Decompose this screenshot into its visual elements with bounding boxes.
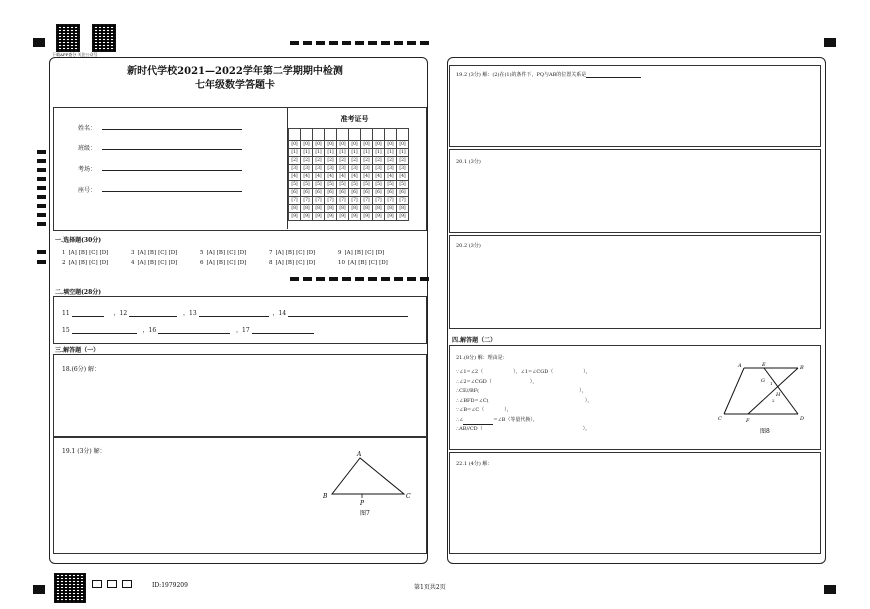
proof-line-2: ∴∠2=∠CGD（ ）， [456,378,538,385]
exam-id-bubble[interactable]: [5] [373,181,385,189]
exam-id-bubble[interactable]: [4] [397,173,409,181]
choice-question-10 [338,260,390,266]
exam-id-bubble[interactable]: [1] [325,149,337,157]
class-label: 班级： [78,145,97,152]
fig8-caption: 图8 [760,428,770,435]
exam-id-bubble[interactable]: [1] [385,149,397,157]
fig8-label-2: 2 [772,398,775,403]
exam-id-bubble[interactable]: [7] [385,197,397,205]
choice-bubble[interactable]: [B] [147,250,157,256]
exam-id-bubble[interactable]: [6] [313,189,325,197]
exam-id-bubble[interactable]: [7] [289,197,301,205]
name-field[interactable] [102,121,242,130]
q17-blank[interactable] [252,333,314,334]
exam-id-bubble[interactable]: [2] [337,157,349,165]
exam-id-bubble[interactable]: [8] [361,205,373,213]
exam-id-bubble[interactable]: [4] [373,173,385,181]
figure-7-triangle [320,448,420,523]
choice-bubble[interactable]: [D] [168,260,178,266]
choice-number: 9 [338,250,342,256]
exam-id-bubble[interactable]: [2] [313,157,325,165]
proof-line-3: ∴CE//BF( ）， [456,388,587,394]
q15-label: 15 [62,327,70,334]
fig8-label-f: F [746,418,750,424]
seat-field[interactable] [102,183,242,192]
q20-2-answer-box[interactable] [449,235,821,329]
exam-id-bubble[interactable]: [6] [373,189,385,197]
exam-id-bubble[interactable]: [3] [361,165,373,173]
exam-id-write-cell[interactable] [397,129,409,141]
choice-row-1[interactable] [62,250,422,258]
registration-mark-bottom-right [824,585,836,594]
fig7-caption: 图7 [360,510,370,517]
choice-bubble[interactable]: [B] [216,260,226,266]
room-label: 考场： [78,166,97,173]
choice-number: 5 [200,250,204,256]
exam-id-bubble[interactable]: [9] [385,213,397,221]
exam-id-bubble[interactable]: [4] [349,173,361,181]
choice-bubble[interactable]: [A] [137,250,146,256]
footer-page-number: 第1页共2页 [414,584,446,591]
exam-id-bubble[interactable]: [3] [337,165,349,173]
q18-answer-box[interactable] [53,354,427,438]
fig7-label-b: B [323,493,328,500]
exam-id-bubble[interactable]: [0] [289,141,301,149]
exam-id-bubble[interactable]: [0] [373,141,385,149]
exam-id-bubble[interactable]: [4] [361,173,373,181]
exam-id-bubble[interactable]: [2] [349,157,361,165]
fig7-label-c: C [406,493,411,500]
choice-bubble[interactable]: [C] [368,260,378,266]
exam-id-bubble[interactable]: [2] [397,157,409,165]
choice-bubble[interactable]: [D] [237,250,247,256]
q19-2-blank[interactable] [586,77,641,78]
choice-bubble[interactable]: [A] [68,260,77,266]
proof-line-6: ∴∠ =∠B（等量代换）， [456,416,646,426]
exam-id-bubble[interactable]: [3] [349,165,361,173]
choice-bubble[interactable]: [A] [137,260,146,266]
choice-question-9 [338,250,386,256]
choice-bubble[interactable]: [D] [306,260,316,266]
exam-id-bubble[interactable]: [8] [349,205,361,213]
q15-blank[interactable] [72,333,137,334]
exam-id-bubble[interactable]: [1] [301,149,313,157]
exam-id-bubble[interactable]: [6] [361,189,373,197]
exam-id-bubble[interactable]: [8] [325,205,337,213]
proof-line-1: ∵∠1=∠2（ ），∠1=∠CGD（ ）， [456,369,591,375]
exam-id-bubble[interactable]: [3] [325,165,337,173]
exam-id-bubble[interactable]: [0] [361,141,373,149]
exam-id-bubble[interactable]: [3] [373,165,385,173]
choice-bubble[interactable]: [C] [158,260,167,266]
exam-id-bubble[interactable]: [9] [313,213,325,221]
choice-bubble[interactable]: [D] [99,250,109,256]
exam-id-bubble[interactable]: [2] [325,157,337,165]
fill-blank-box [53,296,427,344]
choice-row-2[interactable] [62,260,422,268]
choice-number: 7 [269,250,273,256]
school-title: 新时代学校2021—2022学年第二学期期中检测 [127,66,343,77]
q20-1-answer-box[interactable] [449,149,821,233]
exam-id-bubble[interactable]: [2] [373,157,385,165]
q21-proof [456,368,646,435]
fill-blank-row-2: 15 ，16 ，17 [62,325,422,334]
exam-id-bubble[interactable]: [1] [361,149,373,157]
choice-number: 2 [62,260,66,266]
choice-bubble[interactable]: [B] [285,250,295,256]
choice-number: 10 [338,260,345,266]
exam-id-bubble[interactable]: [0] [325,141,337,149]
footer-boxes [92,580,144,588]
exam-id-bubble[interactable]: [9] [397,213,409,221]
fig8-label-h: H [776,392,781,398]
exam-id-bubble[interactable]: [7] [313,197,325,205]
exam-id-bubble[interactable]: [2] [301,157,313,165]
choice-bubble[interactable]: [D] [99,260,109,266]
proof-line-5: ∵∠B=∠C（ ）， [456,407,512,413]
exam-id-bubble[interactable]: [8] [373,205,385,213]
exam-id-bubble[interactable]: [0] [337,141,349,149]
fig8-label-1: 1 [770,381,773,386]
exam-id-bubble[interactable]: [0] [397,141,409,149]
exam-id-bubble[interactable]: [4] [325,173,337,181]
exam-id-write-cell[interactable] [289,129,301,141]
choice-number: 1 [62,250,66,256]
q19-2-label: 19.2 (3分) 解：(2)在(1)的条件下，PQ与AB的位置关系是 [456,71,756,78]
choice-bubble[interactable]: [B] [216,250,226,256]
class-field[interactable] [102,141,242,150]
exam-id-bubble[interactable]: [8] [301,205,313,213]
exam-id-bubble[interactable]: [9] [361,213,373,221]
exam-id-bubble[interactable]: [9] [325,213,337,221]
choice-question-7 [269,250,317,256]
exam-id-bubble[interactable]: [3] [313,165,325,173]
fig8-label-e: E [762,362,766,368]
choice-bubble[interactable]: [C] [296,250,305,256]
exam-id-bubble[interactable]: [5] [337,181,349,189]
choice-bubble[interactable]: [C] [296,260,305,266]
exam-id-bubble[interactable]: [2] [385,157,397,165]
exam-id-bubble[interactable]: [1] [349,149,361,157]
exam-id-bubble[interactable]: [0] [301,141,313,149]
exam-id-label: 准考证号 [340,114,369,123]
exam-id-write-cell[interactable] [313,129,325,141]
q19-label: 19.1 (3分) 解： [62,448,106,455]
fig7-label-a: A [357,451,362,458]
exam-id-write-cell[interactable] [349,129,361,141]
exam-id-bubble[interactable]: [8] [313,205,325,213]
exam-id-write-cell[interactable] [301,129,313,141]
exam-id-bubble[interactable]: [7] [325,197,337,205]
exam-id-bubble[interactable]: [3] [301,165,313,173]
choice-question-5 [200,250,248,256]
choice-bubble[interactable]: [A] [348,260,357,266]
q17-label: 17 [242,327,250,334]
wechat-qr-code [92,24,116,52]
exam-id-bubble[interactable]: [4] [337,173,349,181]
figure-8-parallel-lines [716,360,816,440]
exam-id-write-cell[interactable] [385,129,397,141]
exam-id-bubble[interactable]: [5] [313,181,325,189]
exam-id-bubble[interactable]: [0] [313,141,325,149]
section3-title: 三.解答题（一） [55,347,100,354]
choice-bubble[interactable]: [A] [206,260,215,266]
exam-id-bubble[interactable]: [9] [337,213,349,221]
fig8-label-a: A [738,363,742,369]
exam-id-bubble[interactable]: [7] [361,197,373,205]
choice-number: 3 [131,250,135,256]
footer-id: ID:1979209 [152,582,188,589]
exam-id-bubble[interactable]: [7] [349,197,361,205]
section4-title: 四.解答题（二） [452,337,497,344]
section1-title: 一.选择题(30分) [55,237,102,244]
fig8-label-b: B [800,365,804,371]
exam-id-bubble[interactable]: [8] [337,205,349,213]
exam-id-bubble[interactable]: [7] [397,197,409,205]
exam-id-bubble[interactable]: [1] [289,149,301,157]
fig7-label-p: P [360,500,365,507]
choice-bubble[interactable]: [D] [375,250,385,256]
choice-bubble[interactable]: [B] [78,250,88,256]
exam-id-write-cell[interactable] [373,129,385,141]
choice-bubble[interactable]: [A] [275,250,284,256]
exam-id-bubble[interactable]: [6] [385,189,397,197]
exam-id-bubble[interactable]: [5] [325,181,337,189]
choice-bubble[interactable]: [B] [285,260,295,266]
choice-bubble[interactable]: [D] [379,260,388,266]
choice-bubble[interactable]: [D] [306,250,316,256]
exam-id-bubble[interactable]: [4] [313,173,325,181]
choice-number: 8 [269,260,273,266]
exam-id-write-cell[interactable] [361,129,373,141]
exam-id-bubble[interactable]: [4] [385,173,397,181]
choice-bubble[interactable]: [B] [147,260,157,266]
proof-line-4: ∴∠BFD=∠C( ）， [456,397,593,404]
exam-id-bubble[interactable]: [3] [289,165,301,173]
exam-id-bubble[interactable]: [6] [337,189,349,197]
choice-bubble[interactable]: [C] [365,250,374,256]
q12-blank[interactable] [129,316,177,317]
fig8-label-c: C [718,416,722,422]
choice-bubble[interactable]: [C] [158,250,167,256]
card-title: 七年级数学答题卡 [195,80,275,91]
download-qr-code [56,24,80,52]
choice-question-6 [200,260,248,266]
choice-bubble[interactable]: [C] [89,260,98,266]
exam-id-bubble[interactable]: [1] [313,149,325,157]
registration-mark-top-right [824,38,836,47]
exam-id-bubble[interactable]: [8] [397,205,409,213]
exam-id-bubble[interactable]: [7] [337,197,349,205]
choice-bubble[interactable]: [C] [227,260,236,266]
exam-id-bubble[interactable]: [4] [289,173,301,181]
choice-question-1 [62,250,110,256]
exam-id-bubble[interactable]: [6] [397,189,409,197]
choice-number: 4 [131,260,135,266]
choice-bubble[interactable]: [C] [227,250,236,256]
exam-id-bubble[interactable]: [9] [301,213,313,221]
exam-id-grid[interactable] [288,128,409,221]
choice-bubble[interactable]: [A] [344,250,353,256]
q21-label: 21.(8分) 解：理由是： [456,355,508,361]
choice-bubble[interactable]: [A] [68,250,77,256]
exam-id-bubble[interactable]: [6] [289,189,301,197]
choice-bubble[interactable]: [D] [168,250,178,256]
exam-id-bubble[interactable]: [9] [289,213,301,221]
exam-id-bubble[interactable]: [1] [373,149,385,157]
exam-id-bubble[interactable]: [2] [289,157,301,165]
choice-bubble[interactable]: [B] [78,260,88,266]
choice-question-2 [62,260,110,266]
q20-1-label: 20.1 (3分) [456,159,481,165]
choice-bubble[interactable]: [A] [206,250,215,256]
q22-label: 22.1 (4分) 解： [456,461,493,467]
q12-label: 12 [119,310,128,317]
exam-id-bubble[interactable]: [0] [385,141,397,149]
q16-label: 16 [148,327,157,334]
exam-id-bubble[interactable]: [1] [397,149,409,157]
exam-id-bubble[interactable]: [6] [301,189,313,197]
download-caption: 下载APP查分 关注公众号 [52,52,98,57]
exam-id-bubble[interactable]: [2] [361,157,373,165]
seat-label: 座号： [78,187,97,194]
choice-bubble[interactable]: [D] [237,260,247,266]
q14-blank[interactable] [288,316,408,317]
exam-id-bubble[interactable]: [3] [385,165,397,173]
fill-blank-row-1: 11 ，12 ，13 ，14 [62,308,422,317]
exam-id-bubble[interactable]: [1] [337,149,349,157]
fig8-label-d: D [800,416,805,422]
exam-id-bubble[interactable]: [5] [385,181,397,189]
choice-bubble[interactable]: [B] [358,260,367,266]
exam-id-bubble[interactable]: [3] [397,165,409,173]
exam-id-bubble[interactable]: [5] [301,181,313,189]
exam-id-bubble[interactable]: [5] [397,181,409,189]
exam-id-write-cell[interactable] [337,129,349,141]
choice-question-4 [131,260,179,266]
exam-id-bubble[interactable]: [6] [325,189,337,197]
top-timing-marks [290,41,430,46]
q20-2-label: 20.2 (3分) [456,243,481,249]
exam-id-bubble[interactable]: [9] [349,213,361,221]
q18-label: 18.(6分) 解： [62,366,100,373]
q14-label: 14 [278,310,287,317]
choice-number: 6 [200,260,204,266]
q16-blank[interactable] [158,333,230,334]
choice-bubble[interactable]: [B] [354,250,364,256]
choice-bubble[interactable]: [C] [89,250,98,256]
q22-answer-box[interactable] [449,452,821,554]
exam-id-bubble[interactable]: [0] [349,141,361,149]
registration-mark-bottom-left [33,585,45,594]
exam-id-bubble[interactable]: [6] [349,189,361,197]
exam-id-write-cell[interactable] [325,129,337,141]
exam-id-bubble[interactable]: [7] [301,197,313,205]
choice-question-8 [269,260,317,266]
q11-blank[interactable] [72,316,104,317]
choice-bubble[interactable]: [A] [275,260,284,266]
left-timing-marks [37,150,46,270]
exam-id-bubble[interactable]: [4] [301,173,313,181]
exam-id-bubble[interactable]: [8] [385,205,397,213]
exam-id-bubble[interactable]: [5] [349,181,361,189]
q13-blank[interactable] [199,316,269,317]
exam-id-bubble[interactable]: [9] [373,213,385,221]
q13-label: 13 [189,310,197,317]
section2-title: 二.填空题(28分) [55,289,102,296]
exam-id-bubble[interactable]: [7] [373,197,385,205]
exam-id-bubble[interactable]: [8] [289,205,301,213]
exam-id-bubble[interactable]: [5] [361,181,373,189]
registration-mark-top-left [33,38,45,47]
fig8-label-g: G [761,378,765,384]
exam-id-bubble[interactable]: [5] [289,181,301,189]
proof-line-7: ∴AB//CD（ ）。 [456,426,591,432]
room-field[interactable] [102,162,242,171]
mid-timing-marks [290,277,430,282]
q11-label: 11 [62,310,70,317]
choice-question-3 [131,250,179,256]
name-label: 姓名： [78,125,97,132]
footer-qr-code [54,573,86,603]
